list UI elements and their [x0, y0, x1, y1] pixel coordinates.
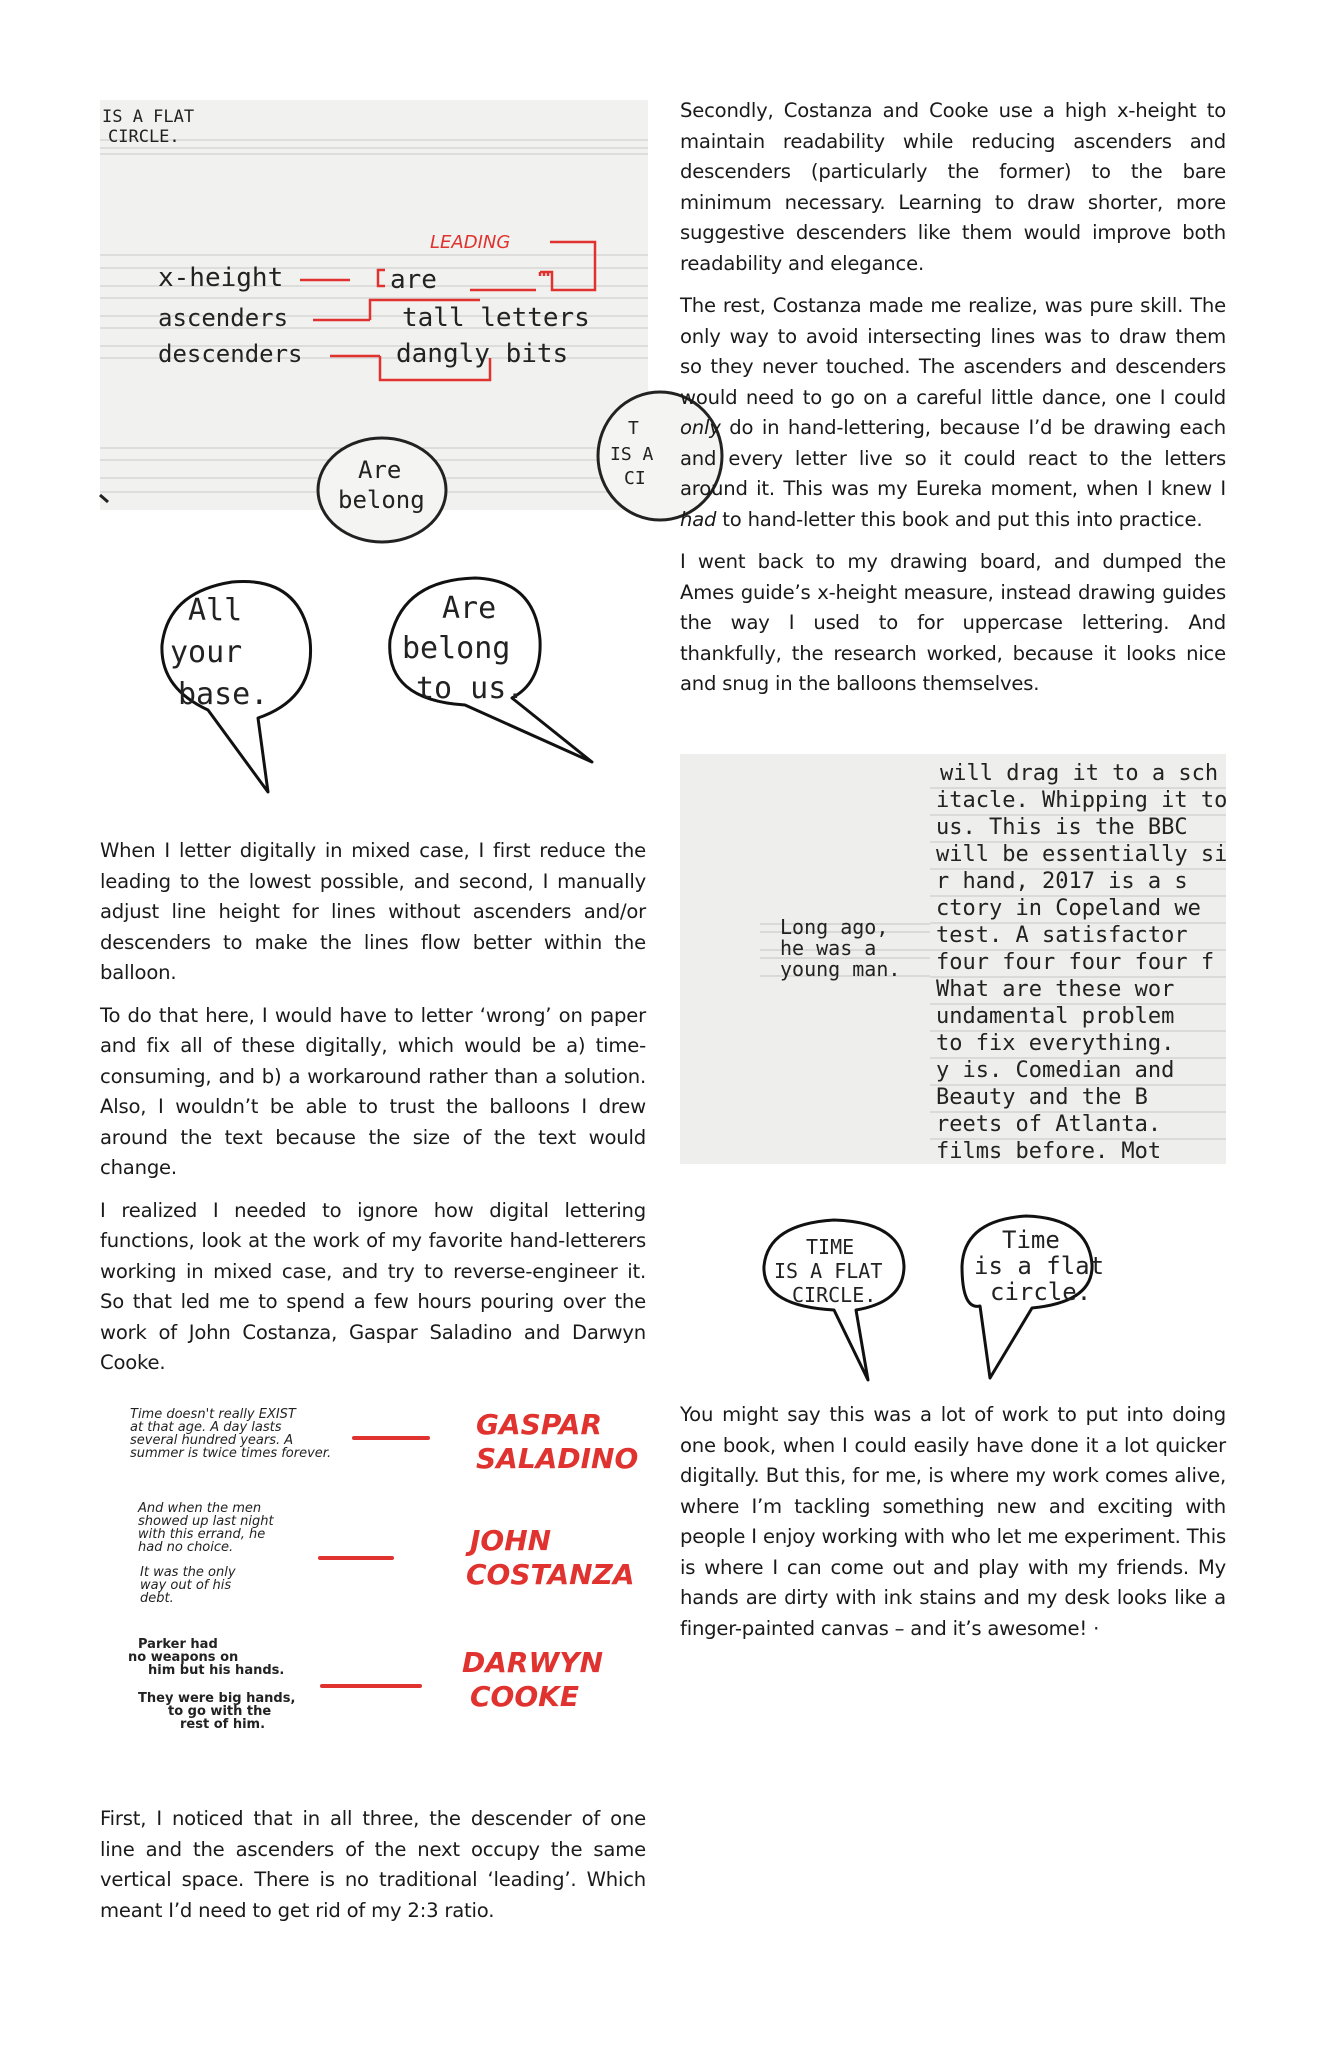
- paragraph: Secondly, Costanza and Cooke use a high x-height to maintain readability while reducing ascenders and descenders (particularly the former) to the bare minimum necessary. Learning to draw shorter, more suggestive descenders like them would improve both readability and elegance.: [680, 99, 1226, 275]
- text-run: do in hand-lettering, because I’d be drawing each and every letter live so it could react to the letters around it. This was my Eureka moment, when I knew I: [680, 416, 1226, 500]
- photo2-right-line-8: four four four four f: [936, 950, 1215, 975]
- balloon-left-line-2: your: [170, 635, 243, 670]
- right-text-block-b: [680, 1400, 1226, 1656]
- photo1-edge-bubble-line-2: IS A: [610, 444, 654, 465]
- photo2-right-line-3: us. This is the BBC: [936, 815, 1188, 840]
- balloon-right-line-2: belong: [402, 631, 511, 666]
- gaspar-sample-line-2: at that age. A day lasts: [130, 1420, 282, 1435]
- john-sample-line-7: debt.: [140, 1591, 174, 1606]
- photo2-left-line-1: Long ago,: [780, 915, 889, 939]
- photo2-left-line-2: he was a: [780, 936, 877, 960]
- balloon2-left-line-3: CIRCLE.: [792, 1283, 877, 1307]
- leading-diagram-illustration: [100, 100, 654, 514]
- photo2-right-line-9: What are these wor: [936, 977, 1175, 1002]
- left-text-block-a: [100, 836, 646, 1391]
- photo1-edge-bubble-line-1: T: [628, 418, 639, 439]
- john-name-line-1: JOHN: [470, 1524, 552, 1557]
- balloon-right-line-1: Are: [442, 591, 497, 626]
- gaspar-sample-line-1: Time doesn't really EXIST: [130, 1407, 296, 1422]
- balloon2-right-line-3: circle.: [990, 1278, 1092, 1306]
- darwyn-sample-line-3: him but his hands.: [148, 1663, 285, 1678]
- paragraph: I realized I needed to ignore how digital lettering functions, look at the work of my favorite hand-letterers working in mixed case, and try to reverse-engineer it. So that led me to spend a few hours pouring over the work of John Costanza, Gaspar Saladino and Darwyn Cooke.: [100, 1198, 646, 1374]
- photo2-right-line-7: test. A satisfactor: [936, 923, 1188, 948]
- darwyn-name-line-1: DARWYN: [462, 1646, 604, 1679]
- gaspar-name-line-1: GASPAR: [476, 1408, 602, 1441]
- label-x-height: x-height: [158, 263, 284, 293]
- photo2-right-line-14: reets of Atlanta.: [936, 1112, 1162, 1137]
- john-sample-line-2: showed up last night: [138, 1514, 274, 1529]
- photo2-right-line-1: will drag it to a sch: [940, 761, 1219, 786]
- balloon2-left-line-2: IS A FLAT: [774, 1259, 883, 1283]
- photo2-right-line-5: r hand, 2017 is a s: [936, 869, 1188, 894]
- text-run: to hand-letter this book and put this into practice.: [716, 507, 1203, 531]
- balloon-left-line-3: base.: [178, 677, 269, 712]
- photo1-bubble-line-2: belong: [338, 486, 425, 514]
- john-sample-line-6: way out of his: [140, 1578, 232, 1593]
- balloon2-right-line-1: Time: [1002, 1226, 1060, 1254]
- emphasis-only: only: [680, 416, 721, 439]
- photo1-edge-bubble-line-3: CI: [624, 468, 646, 489]
- photo1-top-line-1: IS A FLAT: [102, 107, 195, 127]
- photo1-bubble-line-1: Are: [358, 456, 402, 484]
- leading-label: LEADING: [430, 232, 511, 253]
- darwyn-sample-line-1: Parker had: [138, 1637, 218, 1652]
- photo2-right-line-13: Beauty and the B: [936, 1085, 1148, 1110]
- emphasis-had: had: [680, 507, 717, 531]
- balloons-time-is-a-flat-circle: [752, 1210, 1112, 1390]
- lettering-comparison-photo: [680, 754, 1226, 1164]
- gaspar-sample-line-3: several hundred years. A: [130, 1433, 294, 1448]
- lettering-comparison-illustration: [680, 754, 1226, 1164]
- gaspar-name-line-2: SALADINO: [476, 1442, 639, 1475]
- photo2-right-line-15: films before. Mot: [936, 1139, 1162, 1164]
- paragraph: You might say this was a lot of work to put into doing one book, when I could easily have done it a lot quicker digitally. But this, for me, is where my work comes alive, where I’m tackling something new and exciting with people I enjoy working with who let me experiment. This is where I can come out and play with my friends. My hands are dirty with ink stains and my desk looks like a finger-painted canvas – and it’s awesome! ·: [680, 1403, 1226, 1640]
- balloons-all-your-base: [140, 570, 610, 800]
- darwyn-sample-line-4: They were big hands,: [138, 1691, 296, 1706]
- john-sample-line-4: had no choice.: [138, 1540, 234, 1555]
- right-text-block-a: [680, 96, 1226, 712]
- darwyn-name-line-2: COOKE: [470, 1680, 579, 1713]
- example-dangly-bits: dangly bits: [396, 339, 569, 369]
- left-text-block-b: [100, 1804, 646, 1938]
- john-sample-line-5: It was the only: [140, 1565, 236, 1580]
- balloon-left-line-1: All: [188, 593, 243, 628]
- balloon2-right-line-2: is a flat: [974, 1252, 1105, 1280]
- label-ascenders: ascenders: [158, 304, 289, 332]
- photo2-right-line-6: ctory in Copeland we: [936, 896, 1201, 921]
- lettering-samples-figure: [110, 1398, 650, 1758]
- photo2-right-text: [936, 761, 1227, 1164]
- example-are: are: [390, 265, 437, 295]
- john-sample-line-1: And when the men: [138, 1501, 262, 1516]
- darwyn-sample-line-6: rest of him.: [180, 1717, 266, 1732]
- photo2-right-line-11: to fix everything.: [936, 1031, 1175, 1056]
- paragraph: First, I noticed that in all three, the descender of one line and the ascenders of the next occupy the same vertical space. There is no traditional ‘leading’. Which meant I’d need to get rid of my 2:3 ratio.: [100, 1807, 646, 1922]
- label-descenders: descenders: [158, 340, 303, 368]
- photo1-top-line-2: CIRCLE.: [108, 127, 180, 147]
- photo2-left-line-3: young man.: [780, 957, 901, 981]
- paragraph: To do that here, I would have to letter ‘wrong’ on paper and fix all of these digitally, which would be a) time-consuming, and b) a workaround rather than a solution. Also, I wouldn’t be able to trust the balloons I drew around the text because the size of the text would change.: [100, 1003, 646, 1179]
- text-run: The rest, Costanza made me realize, was pure skill. The only way to avoid intersecting lines was to draw them so they never touched. The ascenders and descenders would need to go on a careful little dance, one I could: [680, 294, 1226, 409]
- photo2-right-line-2: itacle. Whipping it to: [936, 788, 1228, 813]
- photo2-right-line-4: will be essentially si: [936, 842, 1228, 867]
- example-tall-letters: tall letters: [402, 303, 590, 333]
- darwyn-sample-line-5: to go with the: [168, 1704, 272, 1719]
- gaspar-sample-line-4: summer is twice times forever.: [130, 1446, 332, 1461]
- photo2-right-line-12: y is. Comedian and: [936, 1058, 1175, 1083]
- paragraph: When I letter digitally in mixed case, I first reduce the leading to the lowest possible, and second, I manually adjust line height for lines without ascenders and/or descenders to make the lines flow better within the balloon.: [100, 839, 646, 984]
- john-name-line-2: COSTANZA: [466, 1558, 635, 1591]
- paragraph-with-emphasis: [680, 291, 1226, 535]
- paragraph: I went back to my drawing board, and dumped the Ames guide’s x-height measure, instead drawing guides the way I used to for uppercase lettering. And thankfully, the research worked, because it looks nice and snug in the balloons themselves.: [680, 550, 1226, 695]
- john-sample-line-3: with this errand, he: [138, 1527, 266, 1542]
- photo2-right-line-10: undamental problem: [936, 1004, 1175, 1029]
- darwyn-sample-line-2: no weapons on: [128, 1650, 239, 1665]
- leading-diagram-photo: [100, 100, 654, 514]
- balloon-right-line-3: to us.: [416, 671, 525, 706]
- balloon2-left-line-1: TIME: [806, 1235, 855, 1259]
